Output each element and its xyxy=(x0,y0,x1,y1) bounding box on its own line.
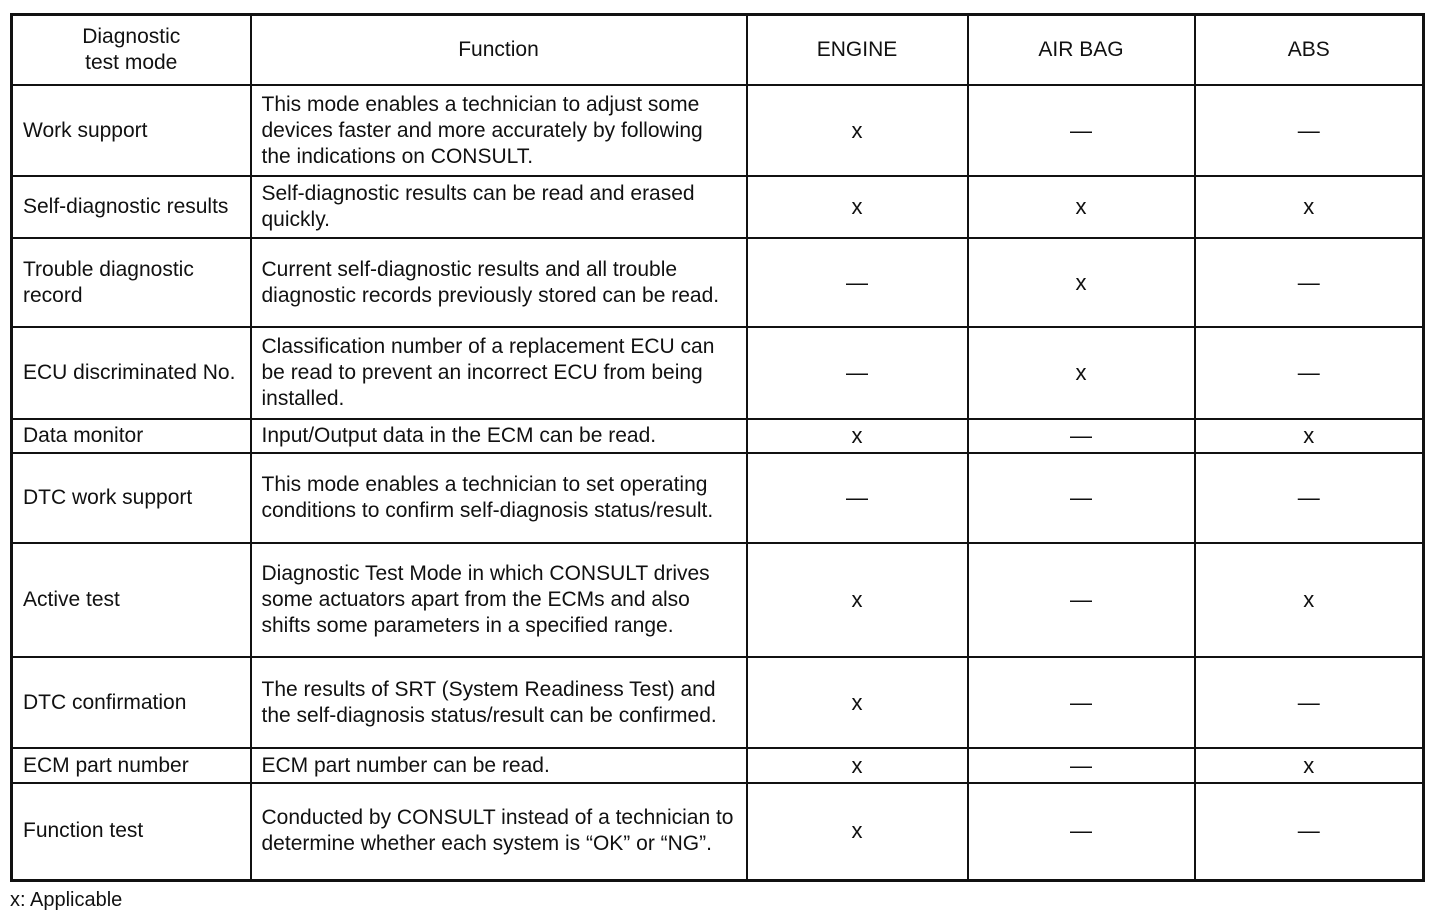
function-cell: Diagnostic Test Mode in which CONSULT drives some actuators apart from the ECMs and also shifts some parameters in a specified range. xyxy=(251,543,747,657)
airbag-cell: x xyxy=(968,327,1195,419)
engine-cell: — xyxy=(747,327,968,419)
diagnostic-mode-table-container xyxy=(10,13,1422,882)
abs-cell: — xyxy=(1195,238,1424,327)
header-function: Function xyxy=(251,15,747,86)
function-cell: ECM part number can be read. xyxy=(251,748,747,783)
engine-cell: x xyxy=(747,85,968,176)
airbag-cell: x xyxy=(968,176,1195,238)
mode-cell: Function test xyxy=(12,783,251,880)
table-row xyxy=(12,543,1424,657)
table-row xyxy=(12,453,1424,543)
airbag-cell: — xyxy=(968,453,1195,543)
abs-cell: x xyxy=(1195,543,1424,657)
abs-cell: — xyxy=(1195,453,1424,543)
table-row xyxy=(12,419,1424,453)
table-row xyxy=(12,238,1424,327)
applicable-footnote: x: Applicable xyxy=(10,889,123,911)
table-row xyxy=(12,748,1424,783)
function-cell: This mode enables a technician to set operating conditions to confirm self-diagnosis status/result. xyxy=(251,453,747,543)
mode-cell: DTC work support xyxy=(12,453,251,543)
mode-cell: ECM part number xyxy=(12,748,251,783)
airbag-cell: — xyxy=(968,657,1195,748)
airbag-cell: — xyxy=(968,748,1195,783)
mode-cell: Work support xyxy=(12,85,251,176)
mode-cell: Self-diagnostic results xyxy=(12,176,251,238)
header-mode-label: Diagnostic test mode xyxy=(82,25,181,74)
function-cell: Input/Output data in the ECM can be read. xyxy=(251,419,747,453)
abs-cell: x xyxy=(1195,748,1424,783)
table-row xyxy=(12,783,1424,880)
abs-cell: x xyxy=(1195,176,1424,238)
table-row xyxy=(12,657,1424,748)
function-cell: This mode enables a technician to adjust some devices faster and more accurately by following the indications on CONSULT. xyxy=(251,85,747,176)
airbag-cell: — xyxy=(968,783,1195,880)
airbag-cell: — xyxy=(968,543,1195,657)
engine-cell: x xyxy=(747,748,968,783)
abs-cell: — xyxy=(1195,657,1424,748)
mode-cell: Active test xyxy=(12,543,251,657)
table-row xyxy=(12,85,1424,176)
engine-cell: x xyxy=(747,783,968,880)
function-cell: Classification number of a replacement ECU can be read to prevent an incorrect ECU from being installed. xyxy=(251,327,747,419)
airbag-cell: x xyxy=(968,238,1195,327)
function-cell: Self-diagnostic results can be read and erased quickly. xyxy=(251,176,747,238)
mode-cell: Data monitor xyxy=(12,419,251,453)
table-row xyxy=(12,176,1424,238)
mode-cell: ECU discriminated No. xyxy=(12,327,251,419)
abs-cell: — xyxy=(1195,783,1424,880)
header-air-bag: AIR BAG xyxy=(968,15,1195,86)
diagnostic-mode-table xyxy=(10,13,1425,882)
abs-cell: — xyxy=(1195,327,1424,419)
engine-cell: x xyxy=(747,419,968,453)
header-diagnostic-test-mode xyxy=(12,15,251,86)
engine-cell: — xyxy=(747,453,968,543)
engine-cell: x xyxy=(747,543,968,657)
abs-cell: — xyxy=(1195,85,1424,176)
mode-cell: DTC confirmation xyxy=(12,657,251,748)
table-row xyxy=(12,327,1424,419)
abs-cell: x xyxy=(1195,419,1424,453)
engine-cell: x xyxy=(747,176,968,238)
header-engine: ENGINE xyxy=(747,15,968,86)
airbag-cell: — xyxy=(968,85,1195,176)
engine-cell: — xyxy=(747,238,968,327)
mode-cell: Trouble diagnostic record xyxy=(12,238,251,327)
function-cell: Current self-diagnostic results and all trouble diagnostic records previously stored can be read. xyxy=(251,238,747,327)
airbag-cell: — xyxy=(968,419,1195,453)
function-cell: The results of SRT (System Readiness Test) and the self-diagnosis status/result can be confirmed. xyxy=(251,657,747,748)
function-cell: Conducted by CONSULT instead of a technician to determine whether each system is “OK” or “NG”. xyxy=(251,783,747,880)
header-abs: ABS xyxy=(1195,15,1424,86)
header-row xyxy=(12,15,1424,86)
engine-cell: x xyxy=(747,657,968,748)
